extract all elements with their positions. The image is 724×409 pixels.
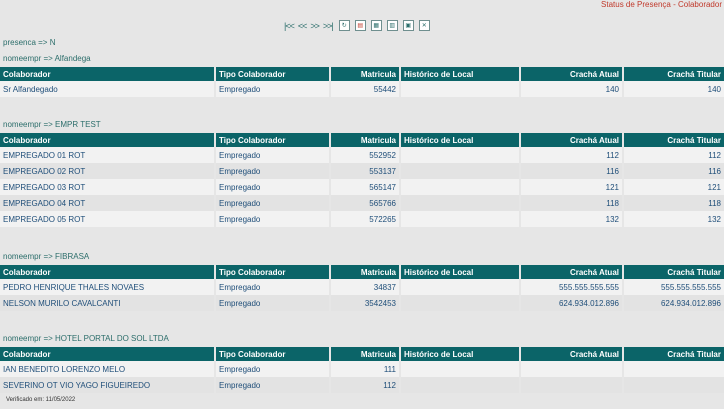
- column-header[interactable]: Colaborador: [0, 347, 215, 361]
- column-header[interactable]: Matricula: [330, 133, 400, 147]
- table-cell: EMPREGADO 01 ROT: [0, 147, 215, 163]
- table-row[interactable]: [0, 163, 724, 179]
- table-cell: [400, 361, 520, 377]
- column-header[interactable]: Matricula: [330, 347, 400, 361]
- column-header[interactable]: Tipo Colaborador: [215, 133, 330, 147]
- table-cell: NELSON MURILO CAVALCANTI: [0, 295, 215, 311]
- table-cell: Empregado: [215, 163, 330, 179]
- table-cell: 112: [520, 147, 623, 163]
- table-row[interactable]: [0, 211, 724, 227]
- column-header[interactable]: Histórico de Local: [400, 133, 520, 147]
- table-cell: [400, 81, 520, 97]
- table-header-row: [0, 133, 724, 147]
- table-cell: EMPREGADO 04 ROT: [0, 195, 215, 211]
- column-header[interactable]: Matricula: [330, 265, 400, 279]
- table-cell: 112: [623, 147, 724, 163]
- prev-page-button[interactable]: <<: [297, 20, 307, 31]
- column-header[interactable]: Crachá Atual: [520, 67, 623, 81]
- table-row[interactable]: [0, 81, 724, 97]
- table-cell: 116: [520, 163, 623, 179]
- table-cell: Empregado: [215, 295, 330, 311]
- table-cell: 624.934.012.896: [520, 295, 623, 311]
- first-page-button[interactable]: |<<: [284, 20, 294, 31]
- table-cell: [400, 279, 520, 295]
- table-cell: Empregado: [215, 81, 330, 97]
- group-label: nomeempr => FIBRASA: [3, 252, 90, 261]
- table-cell: 555.555.555.555: [520, 279, 623, 295]
- close-icon[interactable]: ✕: [419, 20, 430, 31]
- table-cell: Empregado: [215, 179, 330, 195]
- page-title: Status de Presença - Colaborador: [601, 0, 722, 9]
- table-cell: 3542453: [330, 295, 400, 311]
- column-header[interactable]: Colaborador: [0, 67, 215, 81]
- column-header[interactable]: Matricula: [330, 67, 400, 81]
- word-export-icon[interactable]: ▥: [387, 20, 398, 31]
- table-cell: 565766: [330, 195, 400, 211]
- column-header[interactable]: Tipo Colaborador: [215, 347, 330, 361]
- table-cell: 55442: [330, 81, 400, 97]
- column-header[interactable]: Histórico de Local: [400, 265, 520, 279]
- column-header[interactable]: Crachá Atual: [520, 347, 623, 361]
- table-row[interactable]: [0, 179, 724, 195]
- column-header[interactable]: Crachá Atual: [520, 133, 623, 147]
- table-cell: 132: [623, 211, 724, 227]
- table-cell: 121: [520, 179, 623, 195]
- table-cell: Empregado: [215, 195, 330, 211]
- table-cell: 624.934.012.896: [623, 295, 724, 311]
- column-header[interactable]: Histórico de Local: [400, 347, 520, 361]
- table-cell: EMPREGADO 05 ROT: [0, 211, 215, 227]
- table-cell: 140: [623, 81, 724, 97]
- group-label: nomeempr => EMPR TEST: [3, 120, 101, 129]
- table-cell: [400, 211, 520, 227]
- table-cell: 112: [330, 377, 400, 393]
- verified-date: Verificado em: 11/05/2022: [6, 397, 76, 403]
- table-cell: [400, 163, 520, 179]
- table-cell: Empregado: [215, 211, 330, 227]
- table-cell: [520, 361, 623, 377]
- column-header[interactable]: Crachá Titular: [623, 265, 724, 279]
- table-cell: 34837: [330, 279, 400, 295]
- column-header[interactable]: Colaborador: [0, 133, 215, 147]
- excel-export-icon[interactable]: ▦: [371, 20, 382, 31]
- column-header[interactable]: Crachá Titular: [623, 67, 724, 81]
- table-cell: Empregado: [215, 361, 330, 377]
- next-page-button[interactable]: >>: [310, 20, 319, 31]
- table-row[interactable]: [0, 377, 724, 393]
- column-header[interactable]: Crachá Titular: [623, 133, 724, 147]
- last-page-button[interactable]: >>|: [322, 20, 333, 31]
- table-row[interactable]: [0, 279, 724, 295]
- table-cell: [400, 377, 520, 393]
- table-cell: 111: [330, 361, 400, 377]
- table-cell: PEDRO HENRIQUE THALES NOVAES: [0, 279, 215, 295]
- table-cell: [623, 361, 724, 377]
- table-header-row: [0, 347, 724, 361]
- table-cell: 121: [623, 179, 724, 195]
- table-cell: EMPREGADO 02 ROT: [0, 163, 215, 179]
- refresh-icon[interactable]: ↻: [339, 20, 350, 31]
- table-cell: Empregado: [215, 377, 330, 393]
- table-header-row: [0, 67, 724, 81]
- pdf-export-icon[interactable]: ▤: [355, 20, 366, 31]
- table-row[interactable]: [0, 195, 724, 211]
- table-cell: Sr Alfandegado: [0, 81, 215, 97]
- table-cell: 118: [623, 195, 724, 211]
- group-table: [0, 265, 724, 311]
- table-row[interactable]: [0, 361, 724, 377]
- table-cell: 552952: [330, 147, 400, 163]
- column-header[interactable]: Histórico de Local: [400, 67, 520, 81]
- group-table: [0, 67, 724, 97]
- table-cell: 572265: [330, 211, 400, 227]
- column-header[interactable]: Tipo Colaborador: [215, 67, 330, 81]
- filter-presence: presenca => N: [3, 38, 56, 47]
- table-cell: [400, 147, 520, 163]
- table-cell: [400, 295, 520, 311]
- toolbar: [283, 19, 430, 32]
- table-cell: 555.555.555.555: [623, 279, 724, 295]
- group-table: [0, 133, 724, 227]
- table-cell: 118: [520, 195, 623, 211]
- column-header[interactable]: Crachá Titular: [623, 347, 724, 361]
- table-row[interactable]: [0, 295, 724, 311]
- table-cell: [520, 377, 623, 393]
- column-header[interactable]: Tipo Colaborador: [215, 265, 330, 279]
- table-cell: 565147: [330, 179, 400, 195]
- table-cell: SEVERINO OT VIO YAGO FIGUEIREDO: [0, 377, 215, 393]
- table-row[interactable]: [0, 147, 724, 163]
- table-cell: EMPREGADO 03 ROT: [0, 179, 215, 195]
- group-label: nomeempr => HOTEL PORTAL DO SOL LTDA: [3, 334, 169, 343]
- table-cell: IAN BENEDITO LORENZO MELO: [0, 361, 215, 377]
- group-table: [0, 347, 724, 393]
- table-cell: 132: [520, 211, 623, 227]
- table-cell: [400, 195, 520, 211]
- group-label: nomeempr => Alfandega: [3, 54, 91, 63]
- table-cell: 553137: [330, 163, 400, 179]
- table-cell: [623, 377, 724, 393]
- table-header-row: [0, 265, 724, 279]
- table-cell: [400, 179, 520, 195]
- table-cell: 140: [520, 81, 623, 97]
- column-header[interactable]: Colaborador: [0, 265, 215, 279]
- column-header[interactable]: Crachá Atual: [520, 265, 623, 279]
- table-cell: Empregado: [215, 147, 330, 163]
- print-icon[interactable]: ▣: [403, 20, 414, 31]
- table-cell: Empregado: [215, 279, 330, 295]
- table-cell: 116: [623, 163, 724, 179]
